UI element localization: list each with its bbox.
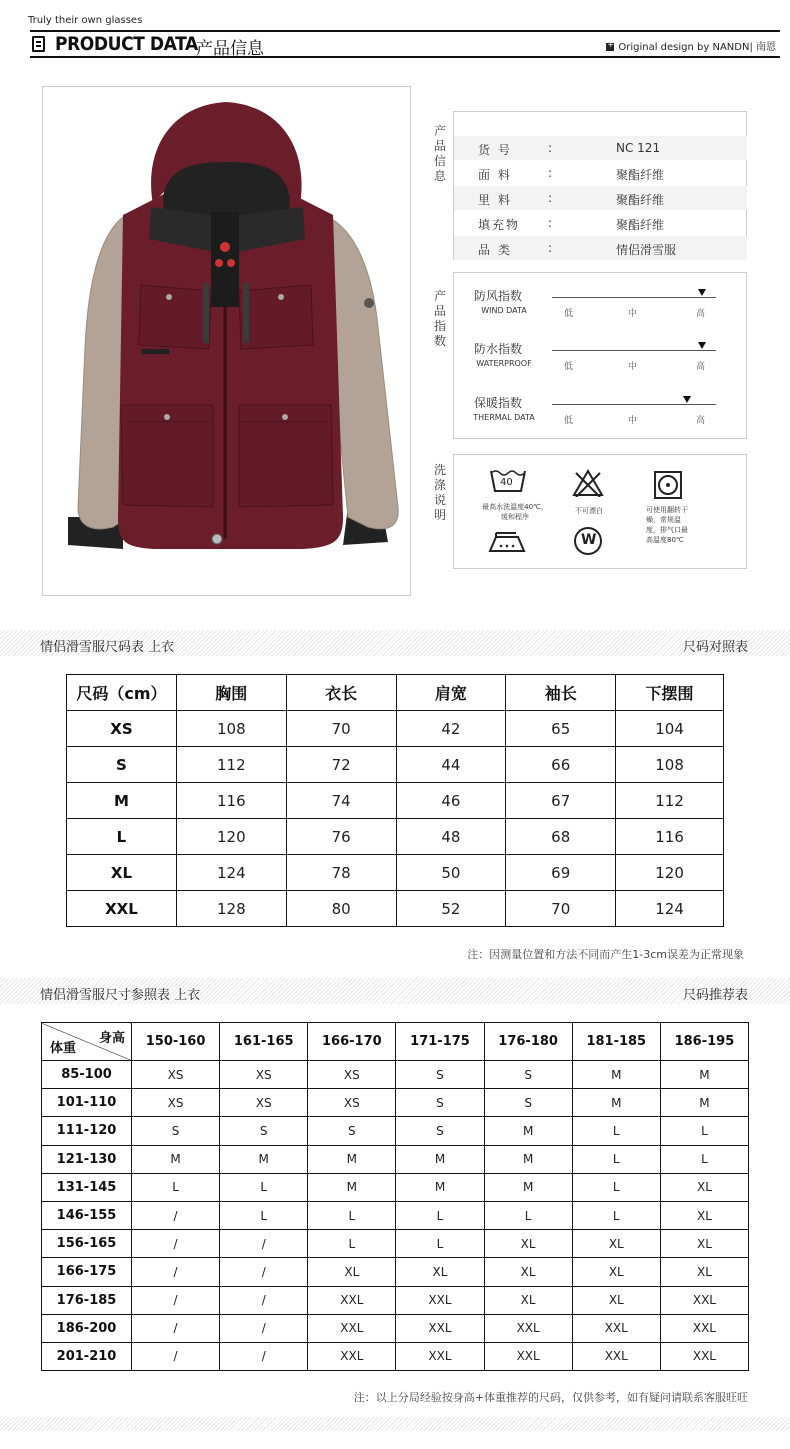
size-value-cell: 116 (176, 783, 286, 819)
recommend-size-cell: M (308, 1145, 396, 1173)
info-colon: : (548, 166, 553, 180)
recommend-size-cell: / (132, 1258, 220, 1286)
indices-panel (453, 272, 747, 439)
recommend-size-cell: L (572, 1173, 660, 1201)
index-tick-label: 低 (564, 362, 574, 372)
weight-cell: 85-100 (42, 1061, 132, 1089)
recommend-size-cell: M (308, 1173, 396, 1201)
recommend-row (42, 1314, 749, 1342)
recommend-size-cell: XXL (396, 1286, 484, 1314)
index-tick-label: 低 (564, 309, 574, 319)
recommend-size-cell: M (396, 1173, 484, 1201)
index-tick-label: 中 (628, 362, 638, 372)
height-header-cell: 176-180 (484, 1023, 572, 1061)
size-chart-bar (0, 630, 790, 656)
size-value-cell: 116 (616, 819, 724, 855)
info-colon: : (548, 241, 553, 255)
recommend-size-cell: / (132, 1286, 220, 1314)
size-value-cell: 70 (506, 891, 616, 927)
info-value: 聚酯纤维 (616, 193, 665, 207)
recommend-size-cell: L (572, 1201, 660, 1229)
size-value-cell: 120 (176, 819, 286, 855)
recommend-size-cell: XL (484, 1230, 572, 1258)
size-value-cell: 112 (176, 747, 286, 783)
info-key: 里料 (478, 193, 519, 207)
recommend-size-cell: S (484, 1089, 572, 1117)
size-table (66, 674, 724, 927)
recommend-size-cell: M (220, 1145, 308, 1173)
recommend-size-cell: S (308, 1117, 396, 1145)
size-value-cell: 120 (616, 855, 724, 891)
recommend-size-cell: L (660, 1145, 748, 1173)
recommend-size-cell: M (484, 1145, 572, 1173)
wet-clean-letter: W (581, 532, 597, 548)
size-value-cell: 78 (286, 855, 396, 891)
size-value-cell: 68 (506, 819, 616, 855)
recommend-row (42, 1173, 749, 1201)
info-row (454, 186, 747, 210)
weight-cell: 186-200 (42, 1314, 132, 1342)
size-value-cell: 44 (396, 747, 506, 783)
recommend-table-note: 注：以上分局经验按身高+体重推荐的尺码，仅供参考，如有疑问请联系客服旺旺 (353, 1391, 748, 1404)
weight-cell: 131-145 (42, 1173, 132, 1201)
recommend-size-cell: XXL (308, 1314, 396, 1342)
recommend-size-cell: M (572, 1089, 660, 1117)
recommend-row (42, 1145, 749, 1173)
index-marker-icon (683, 396, 691, 403)
recommend-row (42, 1258, 749, 1286)
recommend-size-cell: XXL (308, 1342, 396, 1370)
size-chart-title: 情侣滑雪服尺码表 上衣 (40, 640, 175, 655)
recommend-size-cell: L (572, 1117, 660, 1145)
no-bleach-icon (572, 469, 604, 497)
index-scale-line (552, 404, 716, 405)
recommend-size-cell: XXL (572, 1314, 660, 1342)
recommend-size-cell: / (220, 1286, 308, 1314)
info-key: 品类 (478, 243, 519, 257)
recommend-size-cell: XXL (484, 1314, 572, 1342)
recommend-row (42, 1061, 749, 1089)
size-value-cell: 70 (286, 711, 396, 747)
header-title-en: PRODUCT DATA (55, 33, 198, 55)
recommend-size-cell: M (132, 1145, 220, 1173)
weight-cell: 146-155 (42, 1201, 132, 1229)
tumble-dry-icon (654, 471, 682, 499)
corner-height-label: 身高 (98, 1031, 125, 1046)
recommend-size-cell: M (484, 1117, 572, 1145)
recommend-size-cell: / (132, 1230, 220, 1258)
wash-text: 最高水洗温度40℃，缓和程序 (482, 503, 548, 521)
size-row (67, 711, 724, 747)
recommend-size-cell: / (132, 1342, 220, 1370)
recommend-size-cell: L (220, 1173, 308, 1201)
recommend-size-cell: XL (484, 1286, 572, 1314)
info-row (454, 136, 747, 160)
product-info-label: 产品信息 (433, 124, 446, 183)
size-header-cell: 衣长 (286, 675, 396, 711)
index-tick-label: 高 (696, 362, 706, 372)
size-header-cell: 下摆围 (616, 675, 724, 711)
size-label-cell: XL (67, 855, 177, 891)
corner-weight-label: 体重 (50, 1041, 77, 1056)
weight-cell: 156-165 (42, 1230, 132, 1258)
recommend-size-cell: XL (660, 1258, 748, 1286)
recommend-size-cell: XXL (396, 1342, 484, 1370)
weight-cell: 176-185 (42, 1286, 132, 1314)
corner-cell (42, 1023, 132, 1061)
size-value-cell: 124 (176, 855, 286, 891)
index-title: 防水指数 (474, 342, 523, 356)
recommend-size-cell: S (132, 1117, 220, 1145)
recommend-size-cell: L (308, 1230, 396, 1258)
recommend-size-cell: XXL (660, 1342, 748, 1370)
size-value-cell: 67 (506, 783, 616, 819)
recommend-title: 情侣滑雪服尺寸参照表 上衣 (40, 988, 201, 1003)
recommend-size-cell: XL (308, 1258, 396, 1286)
info-key: 填充物 (478, 218, 521, 232)
recommend-size-cell: L (396, 1201, 484, 1229)
recommend-size-cell: / (220, 1230, 308, 1258)
recommend-bar (0, 978, 790, 1004)
recommend-size-cell: S (396, 1061, 484, 1089)
care-panel (453, 454, 747, 569)
recommend-row (42, 1286, 749, 1314)
recommend-size-cell: M (660, 1061, 748, 1089)
index-tick-label: 高 (696, 416, 706, 426)
size-value-cell: 108 (176, 711, 286, 747)
recommend-size-cell: L (484, 1201, 572, 1229)
size-value-cell: 52 (396, 891, 506, 927)
recommend-row (42, 1342, 749, 1370)
recommend-size-cell: / (220, 1258, 308, 1286)
index-marker-icon (698, 342, 706, 349)
weight-cell: 201-210 (42, 1342, 132, 1370)
recommend-size-cell: M (660, 1089, 748, 1117)
recommend-size-cell: XS (220, 1061, 308, 1089)
index-title: 保暖指数 (474, 396, 523, 410)
product-photo (42, 86, 411, 596)
info-value: 情侣滑雪服 (616, 243, 677, 257)
size-value-cell: 108 (616, 747, 724, 783)
weight-cell: 111-120 (42, 1117, 132, 1145)
recommend-size-cell: XS (308, 1089, 396, 1117)
recommend-size-cell: XS (308, 1061, 396, 1089)
info-colon: : (548, 191, 553, 205)
recommend-size-cell: M (396, 1145, 484, 1173)
info-colon: : (548, 216, 553, 230)
info-key: 货号 (478, 143, 519, 157)
info-row (454, 236, 747, 260)
size-row (67, 783, 724, 819)
recommend-size-cell: L (396, 1230, 484, 1258)
info-value: 聚酯纤维 (616, 218, 665, 232)
recommend-size-cell: XS (132, 1061, 220, 1089)
size-row (67, 819, 724, 855)
size-value-cell: 128 (176, 891, 286, 927)
height-header-cell: 150-160 (132, 1023, 220, 1061)
product-info-panel (453, 111, 747, 260)
iron-icon (488, 531, 528, 555)
recommend-size-cell: S (220, 1117, 308, 1145)
height-header-cell: 166-170 (308, 1023, 396, 1061)
size-value-cell: 50 (396, 855, 506, 891)
wash-temp: 40 (500, 477, 513, 488)
recommend-size-cell: XL (660, 1201, 748, 1229)
brand-text: Original design by NANDN| 南恩 (618, 42, 776, 53)
recommend-row (42, 1089, 749, 1117)
recommend-right: 尺码推荐表 (682, 988, 748, 1003)
recommend-row (42, 1117, 749, 1145)
recommend-size-cell: XXL (572, 1342, 660, 1370)
weight-cell: 101-110 (42, 1089, 132, 1117)
recommend-size-cell: XXL (308, 1286, 396, 1314)
index-tick-label: 中 (628, 309, 638, 319)
recommend-size-cell: XL (484, 1258, 572, 1286)
size-value-cell: 112 (616, 783, 724, 819)
recommend-row (42, 1201, 749, 1229)
recommend-size-cell: L (660, 1117, 748, 1145)
weight-cell: 121-130 (42, 1145, 132, 1173)
size-header-cell: 尺码（cm） (67, 675, 177, 711)
recommend-size-cell: M (484, 1173, 572, 1201)
height-header-cell: 171-175 (396, 1023, 484, 1061)
recommend-size-cell: / (220, 1314, 308, 1342)
size-label-cell: M (67, 783, 177, 819)
recommend-size-cell: XL (396, 1258, 484, 1286)
plus-square-icon (606, 43, 614, 51)
recommend-size-cell: XXL (660, 1286, 748, 1314)
recommend-size-cell: / (132, 1201, 220, 1229)
recommend-size-cell: / (132, 1314, 220, 1342)
size-value-cell: 48 (396, 819, 506, 855)
tumble-text: 可使用翻转干燥，常规温度，排气口最高温度80℃ (646, 506, 688, 544)
size-value-cell: 76 (286, 819, 396, 855)
recommend-row (42, 1230, 749, 1258)
height-header-cell: 161-165 (220, 1023, 308, 1061)
header-brand (606, 38, 776, 53)
index-subtitle: WIND DATA (481, 306, 527, 315)
recommend-size-cell: XL (660, 1173, 748, 1201)
size-header-cell: 胸围 (176, 675, 286, 711)
size-table-note: 注：因测量位置和方法不同而产生1-3cm误差为正常现象 (467, 948, 744, 961)
size-value-cell: 42 (396, 711, 506, 747)
recommend-size-cell: XS (220, 1089, 308, 1117)
index-scale-line (552, 297, 716, 298)
recommend-size-cell: XS (132, 1089, 220, 1117)
size-value-cell: 74 (286, 783, 396, 819)
height-header-cell: 186-195 (660, 1023, 748, 1061)
size-label-cell: L (67, 819, 177, 855)
size-value-cell: 104 (616, 711, 724, 747)
height-header-cell: 181-185 (572, 1023, 660, 1061)
recommend-size-cell: L (220, 1201, 308, 1229)
size-label-cell: XS (67, 711, 177, 747)
info-row (454, 211, 747, 235)
index-marker-icon (698, 289, 706, 296)
size-chart-right: 尺码对照表 (682, 640, 748, 655)
recommend-size-cell: / (220, 1342, 308, 1370)
footer-stripe (0, 1417, 790, 1431)
recommend-size-cell: L (572, 1145, 660, 1173)
size-value-cell: 72 (286, 747, 396, 783)
recommend-size-cell: L (132, 1173, 220, 1201)
index-tick-label: 高 (696, 309, 706, 319)
size-row (67, 891, 724, 927)
info-value: NC 121 (616, 141, 661, 155)
bleach-text: 不可漂白 (575, 507, 603, 515)
page-header (30, 30, 780, 58)
recommend-size-cell: XL (572, 1258, 660, 1286)
recommend-size-cell: L (308, 1201, 396, 1229)
recommend-table (41, 1022, 749, 1371)
size-value-cell: 66 (506, 747, 616, 783)
recommend-size-cell: S (396, 1117, 484, 1145)
recommend-size-cell: XL (572, 1286, 660, 1314)
size-value-cell: 69 (506, 855, 616, 891)
size-label-cell: XXL (67, 891, 177, 927)
size-value-cell: 124 (616, 891, 724, 927)
recommend-size-cell: XL (572, 1230, 660, 1258)
indices-label: 产品指数 (433, 289, 446, 348)
index-scale-line (552, 350, 716, 351)
recommend-size-cell: S (396, 1089, 484, 1117)
recommend-size-cell: S (484, 1061, 572, 1089)
recommend-size-cell: XXL (660, 1314, 748, 1342)
tagline: Truly their own glasses (28, 15, 143, 26)
info-key: 面料 (478, 168, 519, 182)
weight-cell: 166-175 (42, 1258, 132, 1286)
info-colon: : (548, 141, 553, 155)
header-title-cn: 产品信息 (196, 39, 264, 59)
info-value: 聚酯纤维 (616, 168, 665, 182)
document-icon (32, 36, 45, 52)
recommend-size-cell: XL (660, 1230, 748, 1258)
size-value-cell: 80 (286, 891, 396, 927)
size-header-cell: 肩宽 (396, 675, 506, 711)
care-label: 洗涤说明 (433, 463, 446, 522)
index-tick-label: 中 (628, 416, 638, 426)
index-subtitle: WATERPROOF (476, 359, 532, 368)
size-value-cell: 46 (396, 783, 506, 819)
size-row (67, 855, 724, 891)
recommend-size-cell: XXL (396, 1314, 484, 1342)
jacket-illustration (43, 87, 410, 595)
index-subtitle: THERMAL DATA (473, 413, 535, 422)
size-value-cell: 65 (506, 711, 616, 747)
size-label-cell: S (67, 747, 177, 783)
index-tick-label: 低 (564, 416, 574, 426)
size-row (67, 747, 724, 783)
recommend-size-cell: M (572, 1061, 660, 1089)
recommend-size-cell: XXL (484, 1342, 572, 1370)
info-row (454, 161, 747, 185)
index-title: 防风指数 (474, 289, 523, 303)
size-header-cell: 袖长 (506, 675, 616, 711)
